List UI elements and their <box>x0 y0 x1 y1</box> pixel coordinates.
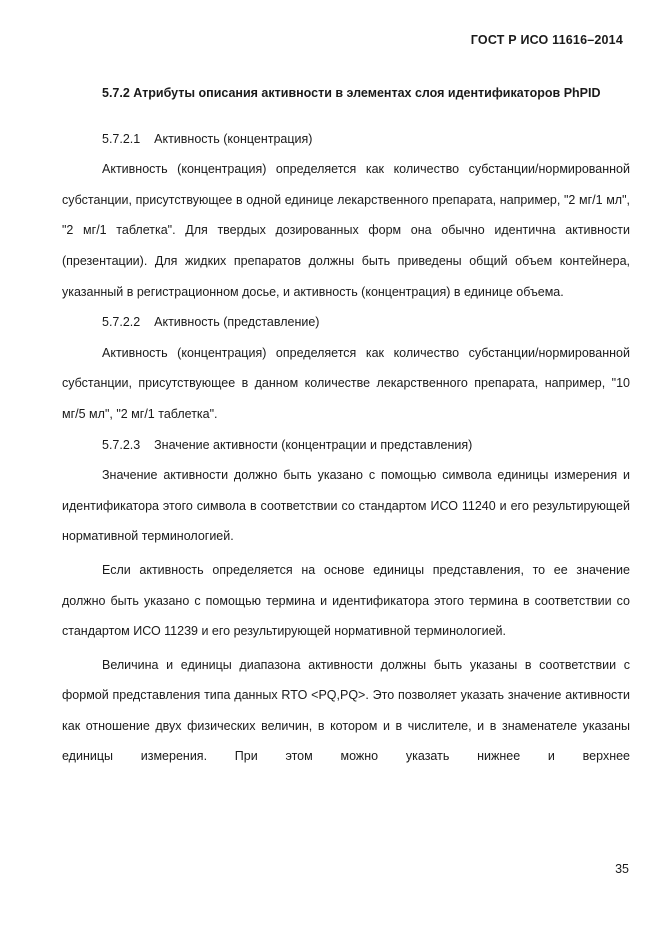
section-heading: 5.7.2 Атрибуты описания активности в элементах слоя идентификаторов PhPID <box>102 86 601 100</box>
page-content <box>62 78 630 772</box>
document-header-standard: ГОСТ Р ИСО 11616–2014 <box>470 33 623 47</box>
paragraph-5: Величина и единицы диапазона активности должны быть указаны в соответствии с формой представления типа данных RTO <PQ,PQ>. Это позволяет указать значение активности как отношение двух физических величин, в котором и в числителе, и в знаменателе указаны единицы измерения. При этом можно указать нижнее и верхнее <box>62 657 630 764</box>
paragraph-1: Активность (концентрация) определяется как количество субстанции/нормированной субстанции, присутствующее в одной единице лекарственного препарата, например, "2 мг/1 мл", "2 мг/1 таблетка". Для твердых дозированных форм она обычно идентична активности (презентации). Для жидких препаратов должны быть приведены общий объем контейнера, указанный в регистрационном досье, и активность (концентрация) в единице объема. <box>62 162 630 299</box>
paragraph-4: Если активность определяется на основе единицы представления, то ее значение должно быть указано с помощью термина и идентификатора этого термина в соответствии со стандартом ИСО 11239 и его результирующей нормативной терминологией. <box>62 562 630 639</box>
subsection-title-3: 5.7.2.3 Значение активности (концентрации и представления) <box>102 437 473 452</box>
page-number: 35 <box>615 862 629 876</box>
subsection-title-2: 5.7.2.2 Активность (представление) <box>102 315 320 330</box>
paragraph-3: Значение активности должно быть указано с помощью символа единицы измерения и идентификатора этого символа в соответствии со стандартом ИСО 11240 и его результирующей нормативной терминологией. <box>62 468 630 544</box>
paragraph-2: Активность (концентрация) определяется как количество субстанции/нормированной субстанции, присутствующее в данном количестве лекарственного препарата, например, "10 мг/5 мл", "2 мг/1 таблетка". <box>62 345 630 421</box>
subsection-title-1: 5.7.2.1 Активность (концентрация) <box>102 131 313 146</box>
